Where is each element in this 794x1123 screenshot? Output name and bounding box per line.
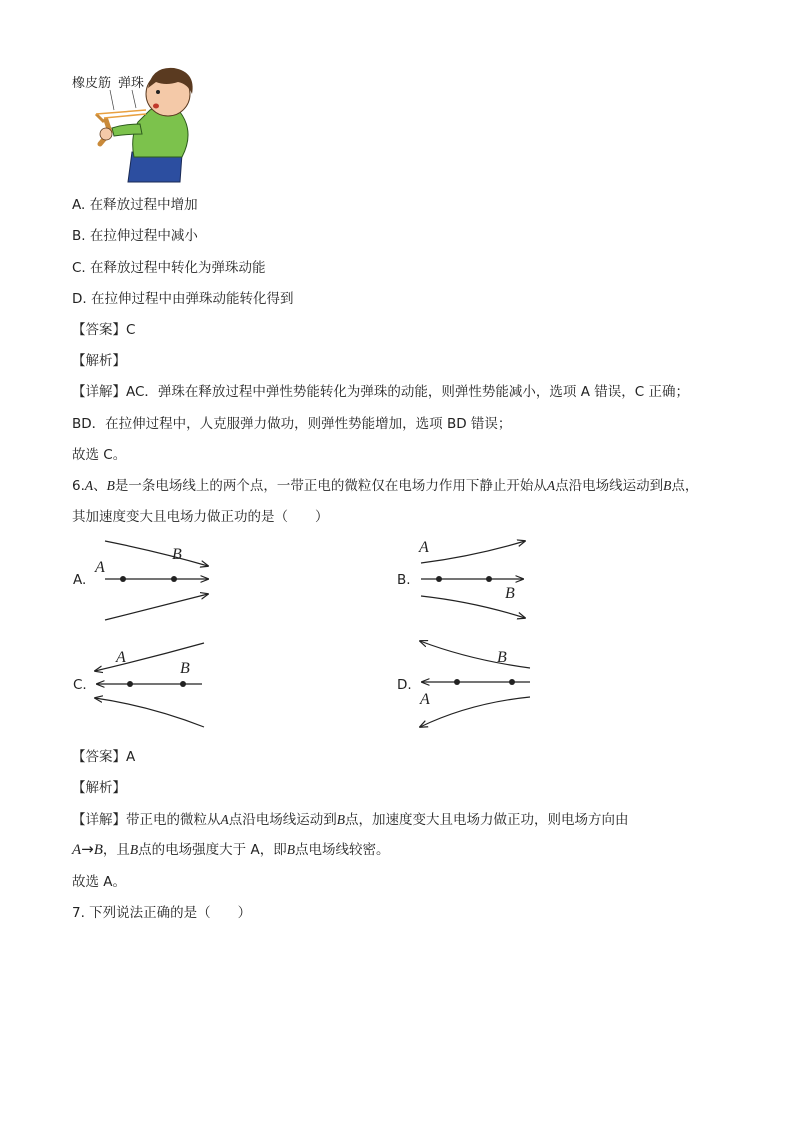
point-a-label: A: [546, 478, 556, 493]
answer-value: A: [126, 749, 136, 765]
question-number: 6.: [72, 478, 85, 494]
answer-label: 【答案】: [72, 322, 126, 338]
point-b-label: B: [286, 842, 295, 857]
q6-analysis-label: 【解析】: [72, 780, 126, 796]
detail-text: 点的电场强度大于 A，即: [138, 842, 287, 858]
point-b-label: B: [106, 478, 115, 493]
point-b-label: B: [497, 649, 507, 666]
field-line: [420, 641, 530, 668]
q5-option-d: D. 在拉伸过程中由弹珠动能转化得到: [72, 291, 294, 307]
label-marble: 弹珠: [118, 76, 145, 91]
answer-label: 【答案】: [72, 749, 126, 765]
q6-option-label-d: D.: [397, 677, 412, 693]
detail-label: 【详解】: [72, 384, 126, 400]
q6-stem-line-2: 其加速度变大且电场力做正功的是（ ）: [72, 509, 329, 525]
q6-option-label-c: C.: [73, 677, 87, 693]
detail-text: 点沿电场线运动到: [228, 812, 337, 828]
q5-option-b: B. 在拉伸过程中减小: [72, 228, 198, 244]
q5-option-a: A. 在释放过程中增加: [72, 197, 198, 213]
point-a-dot: [436, 576, 442, 582]
field-line: [105, 594, 208, 620]
point-a-label: A: [95, 559, 105, 576]
detail-text: 带正电的微粒从: [126, 812, 221, 828]
q5-conclusion: 故选 C。: [72, 447, 127, 463]
detail-text: 点电场线较密。: [294, 842, 390, 858]
field-line: [105, 541, 208, 566]
arrow-symbol: →: [81, 840, 94, 858]
point-a-dot: [120, 576, 126, 582]
point-a-label: A: [220, 812, 229, 827]
q6-answer-line: [72, 745, 135, 765]
q6-detail-line-2: [72, 838, 389, 859]
stem-text: 点，: [671, 478, 699, 494]
point-b-dot: [171, 576, 177, 582]
point-a-label: A: [116, 649, 126, 666]
q7-stem: 7. 下列说法正确的是（ ）: [72, 905, 252, 921]
point-a-dot: [127, 681, 133, 687]
point-b-dot: [509, 679, 515, 685]
point-b-label: B: [93, 842, 103, 858]
q6-option-label-b: B.: [397, 572, 411, 588]
q6-conclusion: 故选 A。: [72, 874, 127, 890]
point-b-label: B: [129, 842, 139, 857]
point-b-dot: [180, 681, 186, 687]
stem-text: 点沿电场线运动到: [555, 478, 664, 494]
point-b-label: B: [180, 660, 190, 677]
diagram-d: [419, 641, 530, 727]
detail-text: ，且: [102, 842, 130, 858]
point-b-label: B: [663, 478, 672, 493]
q5-detail-line-2: BD．在拉伸过程中，人克服弹力做功，则弹性势能增加，选项 BD 错误；: [72, 416, 512, 432]
separator: 、: [93, 478, 107, 494]
detail-label: 【详解】: [72, 812, 126, 828]
q5-option-c: C. 在释放过程中转化为弹珠动能: [72, 260, 266, 276]
field-line: [95, 698, 204, 727]
point-a-label: A: [419, 539, 429, 556]
diagram-a: [94, 541, 208, 620]
point-a-label: A: [72, 842, 82, 858]
point-b-label: B: [172, 546, 182, 563]
point-b-label: B: [336, 812, 345, 827]
q6-detail-line-1: [72, 808, 629, 828]
q5-analysis-label: 【解析】: [72, 353, 126, 369]
point-a-dot: [454, 679, 460, 685]
point-b-label: B: [505, 585, 515, 602]
q6-option-label-a: A.: [73, 572, 87, 588]
point-a-label: A: [420, 691, 430, 708]
detail-text: AC．弹珠在释放过程中弹性势能转化为弹珠的动能，则弹性势能减小，选项 A 错误，C 正确；: [126, 384, 689, 400]
stem-text: 是一条电场线上的两个点，一带正电的微粒仅在电场力作用下静止开始从: [114, 478, 547, 494]
diagram-b: [418, 539, 525, 618]
point-a-label: A: [84, 478, 94, 493]
answer-value: C: [126, 322, 136, 338]
field-line: [420, 697, 530, 727]
diagram-c: [95, 643, 204, 727]
detail-text: 点，加速度变大且电场力做正功，则电场方向由: [345, 812, 629, 828]
point-b-dot: [486, 576, 492, 582]
field-line: [421, 541, 525, 563]
label-rubber-band: 橡皮筋: [72, 76, 112, 91]
